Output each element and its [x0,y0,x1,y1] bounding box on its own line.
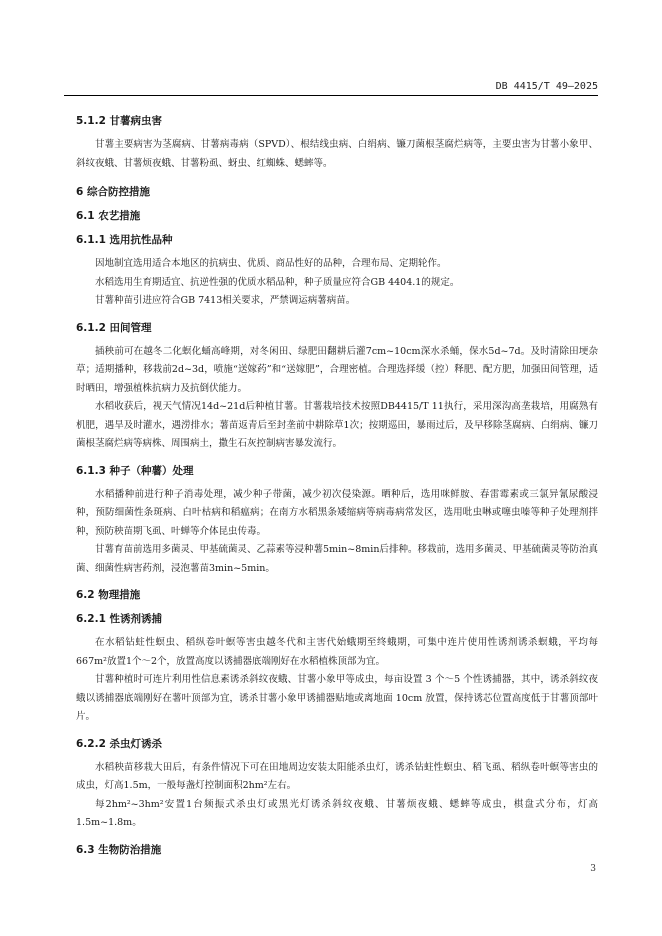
page-number: 3 [590,864,596,874]
header-rule [64,95,598,96]
paragraph: 甘薯主要病害为茎腐病、甘薯病毒病（SPVD）、根结线虫病、白绢病、镰刀菌根茎腐烂病等，主要虫害为甘薯小象甲、斜纹夜蛾、甘薯烦夜蛾、甘薯粉虱、蚜虫、红蜘蛛、蟋蟀等。 [76,139,598,169]
section-heading: 5.1.2 甘薯病虫害 [76,115,163,127]
section-heading: 6.2 物理措施 [76,589,141,601]
paragraph: 甘薯育苗前选用多菌灵、甲基硫菌灵、乙蒜素等浸种薯5min~8min后排种。移栽前，选用多菌灵、甲基硫菌灵等防治真菌、细菌性病害药剂，浸泡薯苗3min~5min。 [76,544,598,574]
paragraph: 水稻播种前进行种子消毒处理，减少种子带菌，减少初次侵染源。晒种后，选用咪鲜胺、春雷霉素或三氯异氰尿酸浸种，预防细菌性条斑病、白叶枯病和稻瘟病；在南方水稻黑条矮缩病等病毒病常发区，选用吡虫啉或噻虫嗪等种子处理剂拌种，预防秧苗期飞虱、叶蝉等介体昆虫传毒。 [76,488,598,537]
paragraph: 在水稻钻蛀性螟虫、稻纵卷叶螟等害虫越冬代和主害代始蛾期至终蛾期，可集中连片使用性诱剂诱杀螟蛾，平均每667m²放置1个～2个，放置高度以诱捕器底端刚好在水稻植株顶部为宜。 [76,637,598,667]
paragraph: 水稻收获后，视天气情况14d~21d后种植甘薯。甘薯栽培技术按照DB4415/T 11执行，采用深沟高垄栽培，用腐熟有机肥，遇旱及时灌水，遇涝排水；薯苗返青后至封垄前中耕除草1次；按期巡田，暴雨过后，及早移除茎腐病、白绢病、镰刀菌根茎腐烂病等病株、周围病土，撒生石灰控制病害暴发流行。 [76,401,598,449]
section-heading: 6.2.1 性诱剂诱捕 [76,613,163,625]
section-heading: 6 综合防控措施 [76,186,150,198]
paragraph: 甘薯种植时可连片利用性信息素诱杀斜纹夜蛾、甘薯小象甲等成虫，每亩设置 3 个～5 个性诱捕器，其中，诱杀斜纹夜蛾以诱捕器底端刚好在薯叶顶部为宜，诱杀甘薯小象甲诱捕器贴地或离地面 10cm 放置，保持诱芯位置高度低于甘薯顶部叶片。 [76,674,598,722]
paragraph: 甘薯种苗引进应符合GB 7413相关要求，严禁调运病薯病苗。 [95,295,356,306]
paragraph: 水稻选用生育期适宜、抗逆性强的优质水稻品种，种子质量应符合GB 4404.1的规定。 [95,276,460,288]
paragraph: 因地制宜选用适合本地区的抗病虫、优质、商品性好的品种，合理布局、定期轮作。 [95,258,447,269]
paragraph: 每2hm²~3hm²安置1台频振式杀虫灯或黑光灯诱杀斜纹夜蛾、甘薯烦夜蛾、蟋蟀等成虫，棋盘式分布，灯高1.5m~1.8m。 [76,798,598,828]
section-heading: 6.1.3 种子（种薯）处理 [76,464,194,477]
section-heading: 6.3 生物防治措施 [76,843,162,856]
document-id-header: DB 4415/T 49—2025 [495,81,598,92]
section-heading: 6.2.2 杀虫灯诱杀 [76,737,163,750]
section-heading: 6.1.1 选用抗性品种 [76,234,173,246]
section-heading: 6.1 农艺措施 [76,210,141,222]
section-heading: 6.1.2 田间管理 [76,321,152,334]
paragraph: 水稻秧苗移栽大田后，有条件情况下可在田地周边安装太阳能杀虫灯，诱杀钻蛀性螟虫、稻飞虱、稻纵卷叶螟等害虫的成虫，灯高1.5m，一般每盏灯控制面积2hm²左右。 [76,761,598,791]
paragraph: 插秧前可在越冬二化螟化蛹高峰期，对冬闲田、绿肥田翻耕后灌7cm~10cm深水杀蛹，保水5d~7d。及时清除田埂杂草；适期播种，移栽前2d~3d，喷施“送嫁药”和“送嫁肥”，合理密植。合理选择缓（控）释肥、配方肥，加强田间管理，适时晒田，增强植株抗病力及抗倒伏能力。 [76,345,598,394]
document-body [76,104,598,865]
